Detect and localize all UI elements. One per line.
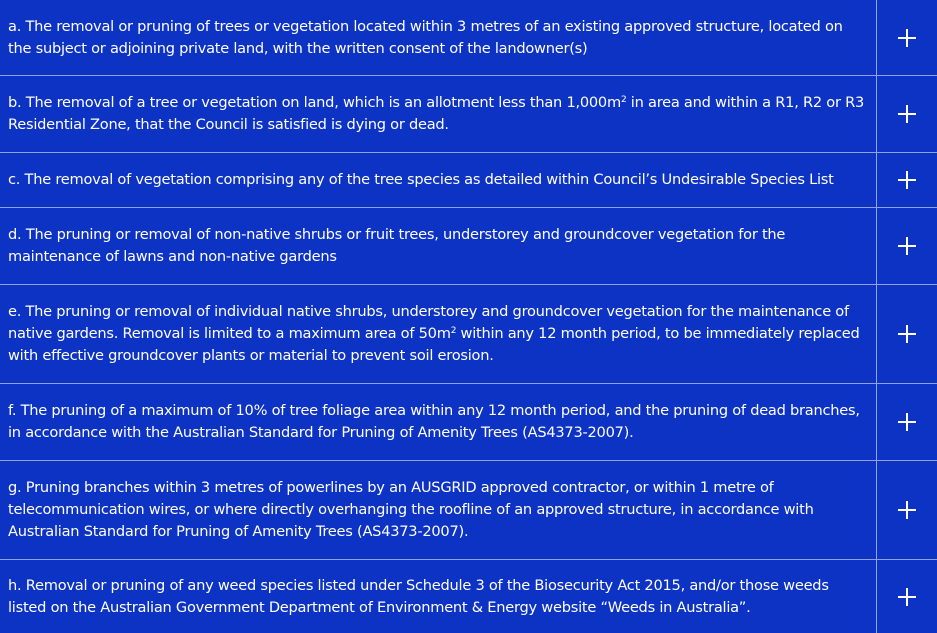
accordion-item-text-part: e. The pruning or removal of individual native shrubs, understorey and groundcover vegetation for the maintenance of native gardens. Removal is limited to a maximum area of $50m^2$ within any 12 month period, to be immediately replaced with effective groundcover plants or material to prevent soil erosion. xyxy=(8,303,860,364)
expand-toggle-button[interactable] xyxy=(876,384,937,460)
plus-icon xyxy=(898,325,916,343)
accordion-item-text: c. The removal of vegetation comprising any of the tree species as detailed within Council’s Undesirable Species List xyxy=(8,171,834,188)
accordion-item-text xyxy=(0,76,876,152)
accordion-item-text xyxy=(0,285,876,383)
plus-icon xyxy=(898,171,916,189)
expand-toggle-button[interactable] xyxy=(876,76,937,152)
accordion-item-a[interactable] xyxy=(0,0,937,75)
accordion-item-b[interactable] xyxy=(0,76,937,152)
accordion-item-text: f. The pruning of a maximum of 10% of tree foliage area within any 12 month period, and the pruning of dead branches, in accordance with the Australian Standard for Pruning of Amenity Trees (AS4373-2007). xyxy=(8,402,860,441)
expand-toggle-button[interactable] xyxy=(876,208,937,284)
plus-icon xyxy=(898,588,916,606)
accordion-item-text: a. The removal or pruning of trees or vegetation located within 3 metres of an existing approved structure, located on the subject or adjoining private land, with the written consent of the landowner(s) xyxy=(8,17,843,57)
accordion-item-c[interactable] xyxy=(0,153,937,207)
expand-toggle-button[interactable] xyxy=(876,153,937,207)
accordion-item-d[interactable] xyxy=(0,208,937,284)
accordion-item-text: h. Removal or pruning of any weed species listed under Schedule 3 of the Biosecurity Act 2015, and/or those weeds listed on the Australian Government Department of Environment & Energy website “Weeds in Australia”. xyxy=(8,576,829,616)
expand-toggle-button[interactable] xyxy=(876,461,937,559)
plus-icon xyxy=(898,501,916,519)
accordion-item-e[interactable] xyxy=(0,285,937,383)
accordion-item-f[interactable] xyxy=(0,384,937,460)
accordion-item-text: d. The pruning or removal of non-native shrubs or fruit trees, understorey and groundcover vegetation for the maintenance of lawns and non-native gardens xyxy=(8,226,786,265)
accordion-item-h[interactable] xyxy=(0,560,937,633)
plus-icon xyxy=(898,413,916,431)
plus-icon xyxy=(898,105,916,123)
plus-icon xyxy=(898,29,916,47)
expand-toggle-button[interactable] xyxy=(876,560,937,633)
expand-toggle-button[interactable] xyxy=(876,285,937,383)
accordion-item-text-part: b. The removal of a tree or vegetation on land, which is an allotment less than $1,000m^2$ in area and within a R1, R2 or R3 Residential Zone, that the Council is satisfied is dying or dead. xyxy=(8,94,865,133)
accordion-item-g[interactable] xyxy=(0,461,937,559)
expand-toggle-button[interactable] xyxy=(876,0,937,75)
accordion-item-text: g. Pruning branches within 3 metres of powerlines by an AUSGRID approved contractor, or within 1 metre of telecommunication wires, or where directly overhanging the roofline of an approved structure, in accordance with Australian Standard for Pruning of Amenity Trees (AS4373-2007). xyxy=(8,479,814,540)
plus-icon xyxy=(898,237,916,255)
